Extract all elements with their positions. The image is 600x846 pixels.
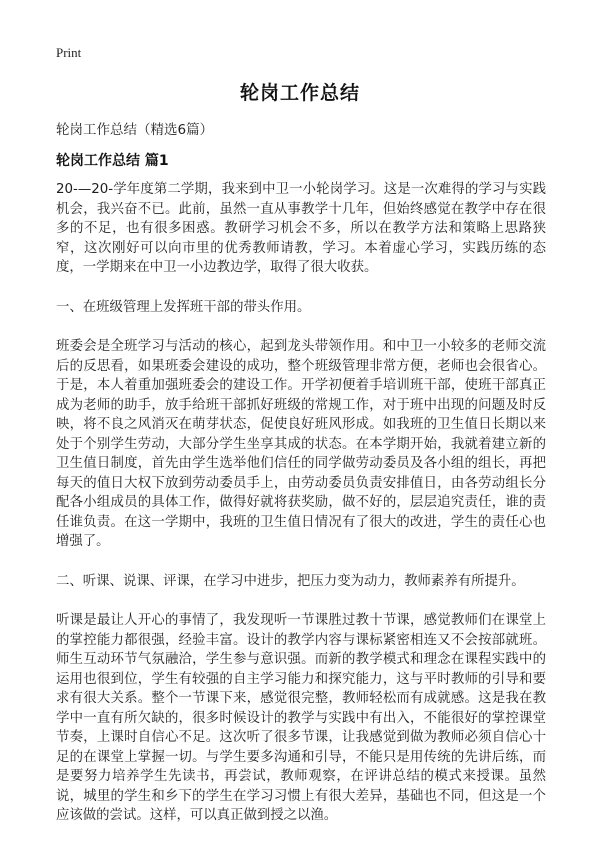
paragraph-lesson-observation: 听课是最让人开心的事情了，我发现听一节课胜过教十节课，感觉教师们在课堂上的掌控能力都很强，经验丰富。设计的教学内容与课标紧密相连又不会按部就班。师生互动环节气氛融洽，学生参与意识强。而新的教学模式和理念在课程实践中的运用也很到位，学生有较强的自主学习能力和探究能力，这与平时教师的引导和要求有很大关系。整个一节课下来，感觉很完整，教师轻松而有成就感。这是我在教学中一直有所欠缺的，很多时候设计的教学与实践中有出入，不能很好的掌控课堂节奏，上课时自信心不足。这次听了很多节课，让我感觉到做为教师必须自信心十足的在课堂上掌握一切。与学生要多沟通和引导，不能只是用传统的先讲后练，而是要努力培养学生先读书，再尝试，教师观察，在评讲总结的模式来授课。虽然说，城里的学生和乡下的学生在学习习惯上有很大差异，基础也不同，但这是一个应该做的尝试。这样，可以真正做到授之以渔。 [56,613,546,823]
print-link[interactable]: Print [56,45,82,60]
paragraph-intro: 20-—20-学年度第二学期，我来到中卫一小轮岗学习。这是一次难得的学习与实践机会，我兴奋不已。此前，虽然一直从事教学十几年，但始终感觉在教学中存在很多的不足，也有很多困惑。教研学习机会不多，所以在教学方法和策略上思路狭窄，这次刚好可以向市里的优秀教师请教，学习。本着虚心学习，实践历练的态度，一学期来在中卫一小边教边学，取得了很大收获。 [56,182,546,275]
section-heading: 轮岗工作总结 篇1 [56,153,169,169]
paragraph-class-management: 班委会是全班学习与活动的核心，起到龙头带领作用。和中卫一小较多的老师交流后的反思看，如果班委会建设的成功，整个班级管理非常方便，老师也会很省心。于是，本人着重加强班委会的建设工作。开学初便着手培训班干部，使班干部真正成为老师的助手，放手给班干部抓好班级的常规工作，对于班中出现的问题及时反映，将不良之风消灭在萌芽状态，促使良好班风形成。如我班的卫生值日长期以来处于个别学生劳动，大部分学生坐享其成的状态。在本学期开始，我就着建立新的卫生值日制度，首先由学生选举他们信任的同学做劳动委员及各小组的组长，再把每天的值日大权下放到劳动委员手上，由劳动委员负责安排值日，由各劳动组长分配各小组成员的具体工作，做得好就将获奖励，做不好的，层层追究责任，谁的责任谁负责。在这一学期中，我班的卫生值日情况有了很大的改进，学生的责任心也增强了。 [56,339,546,549]
page-title: 轮岗工作总结 [239,82,360,104]
article-body [56,180,546,846]
document-subtitle: 轮岗工作总结（精选6篇） [56,122,214,138]
paragraph-heading-2: 二、听课、说课、评课，在学习中进步，把压力变为动力，教师素养有所提升。 [56,573,525,589]
paragraph-heading-1: 一、在班级管理上发挥班干部的带头作用。 [56,299,311,315]
